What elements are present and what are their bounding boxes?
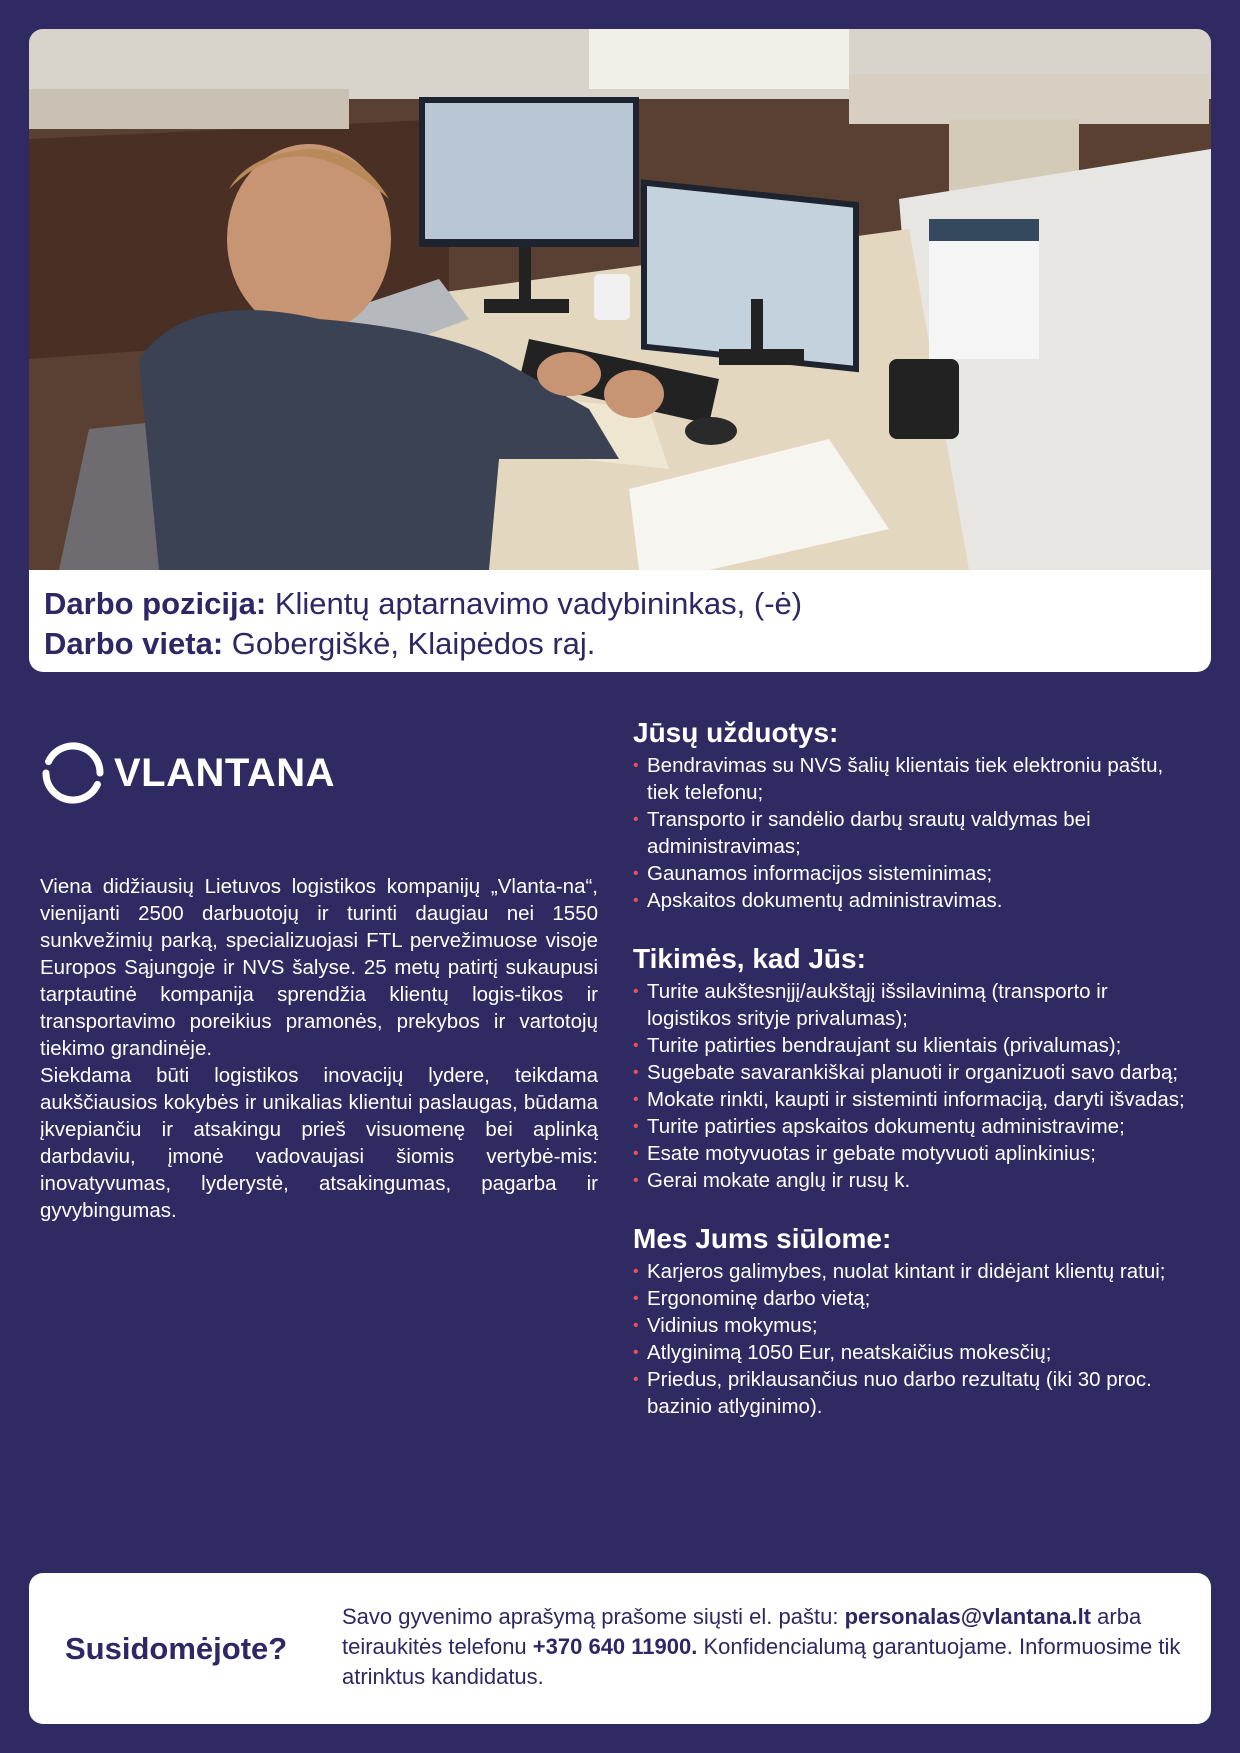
phone-link[interactable]: +370 640 11900. xyxy=(532,1634,698,1659)
list-item: • Priedus, priklausančius nuo darbo rezultatų (iki 30 proc. bazinio atlyginimo). xyxy=(633,1366,1193,1420)
hero-card xyxy=(29,29,1211,672)
location-value: Gobergiškė, Klaipėdos raj. xyxy=(231,626,596,661)
intro-paragraph-1: Viena didžiausių Lietuvos logistikos kompanijų „Vlanta-na“, vienijanti 2500 darbuotojų ir turinti daugiau nei 1550 sunkvežimių parką, specializuojasi FTL pervežimuose visoje Europos Sąjungoje ir NVS šalyse. 25 metų patirtį sukaupusi tarptautinė kompanija sprendžia klientų logis-tikos ir transportavimo poreikius pramonės, prekybos ir vartotojų tiekimo grandinėje. xyxy=(40,875,598,1060)
tasks-title: Jūsų užduotys: xyxy=(633,717,839,748)
contact-text-1: Savo gyvenimo aprašymą prašome siųsti el. paštu: xyxy=(342,1604,839,1629)
list-item: • Apskaitos dokumentų administravimas. xyxy=(633,887,1193,914)
position-label: Darbo pozicija: xyxy=(44,586,267,621)
list-item: • Vidinius mokymus; xyxy=(633,1312,1193,1339)
list-item: • Turite patirties bendraujant su klientais (privalumas); xyxy=(633,1032,1193,1059)
location-label: Darbo vieta: xyxy=(44,626,224,661)
vlantana-logo-icon xyxy=(42,742,104,804)
location-line xyxy=(44,624,1196,664)
offer-list xyxy=(633,1258,1193,1420)
company-logo xyxy=(42,742,335,804)
position-line xyxy=(44,584,1196,624)
cta-title: Susidomėjote? xyxy=(65,1630,288,1666)
contact-card xyxy=(29,1573,1211,1724)
list-item: • Sugebate savarankiškai planuoti ir organizuoti savo darbą; xyxy=(633,1059,1193,1086)
list-item: • Gerai mokate anglų ir rusų k. xyxy=(633,1167,1193,1194)
office-photo xyxy=(29,29,1211,570)
contact-text xyxy=(342,1602,1182,1692)
job-details xyxy=(633,716,1193,1448)
tasks-section xyxy=(633,716,1193,914)
tasks-list xyxy=(633,752,1193,914)
expectations-list xyxy=(633,978,1193,1194)
logo-text: VLANTANA xyxy=(114,750,336,795)
list-item: • Transporto ir sandėlio darbų srautų valdymas bei administravimas; xyxy=(633,806,1193,860)
list-item: • Karjeros galimybes, nuolat kintant ir didėjant klientų ratui; xyxy=(633,1258,1193,1285)
position-value: Klientų aptarnavimo vadybininkas, (-ė) xyxy=(274,586,803,621)
contact-text-3: Konfidencialumą garantuojame. Informuosime tik atrinktus kandidatus. xyxy=(342,1634,1181,1689)
list-item: • Atlyginimą 1050 Eur, neatskaičius mokesčių; xyxy=(633,1339,1193,1366)
expectations-title: Tikimės, kad Jūs: xyxy=(633,943,866,974)
email-link[interactable]: personalas@vlantana.lt xyxy=(844,1604,1092,1629)
list-item: • Gaunamos informacijos sisteminimas; xyxy=(633,860,1193,887)
contact-text-2: arba teiraukitės telefonu xyxy=(342,1604,1142,1659)
list-item: • Turite aukštesnįjį/aukštąjį išsilavinimą (transporto ir logistikos srityje privalumas); xyxy=(633,978,1193,1032)
offer-section xyxy=(633,1222,1193,1420)
list-item: • Turite patirties apskaitos dokumentų administravime; xyxy=(633,1113,1193,1140)
company-intro xyxy=(40,873,598,1224)
list-item: • Mokate rinkti, kaupti ir sisteminti informaciją, daryti išvadas; xyxy=(633,1086,1193,1113)
intro-paragraph-2: Siekdama būti logistikos inovacijų lydere, teikdama aukščiausios kokybės ir unikalias klientui paslaugas, būdama įkvepiančiu ir atsakingu prieš visuomenę bei aplinką darbdaviu, įmonė vadovaujasi šiomis vertybė-mis: inovatyvumas, lyderystė, atsakingumas, pagarba ir gyvybingumas. xyxy=(40,1064,598,1222)
list-item: • Esate motyvuotas ir gebate motyvuoti aplinkinius; xyxy=(633,1140,1193,1167)
list-item: • Bendravimas su NVS šalių klientais tiek elektroniu paštu, tiek telefonu; xyxy=(633,752,1193,806)
job-summary xyxy=(44,584,1196,664)
offer-title: Mes Jums siūlome: xyxy=(633,1223,892,1254)
list-item: • Ergonominę darbo vietą; xyxy=(633,1285,1193,1312)
expectations-section xyxy=(633,942,1193,1194)
